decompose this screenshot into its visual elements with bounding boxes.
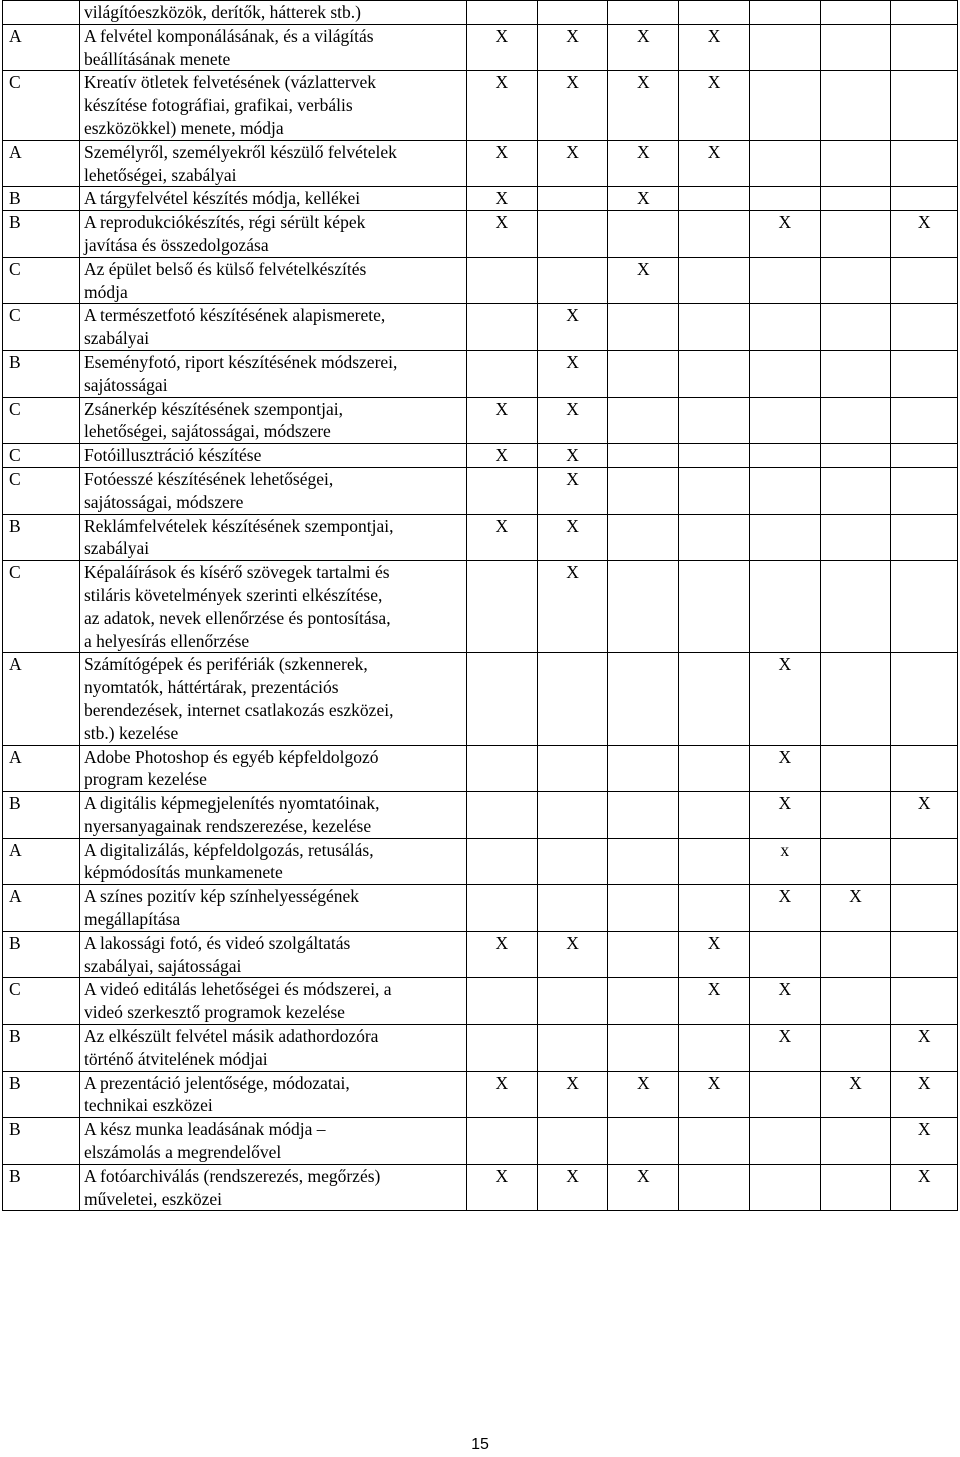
table-row [3,514,958,561]
mark-cell [749,304,820,351]
description-cell: Az épület belső és külső felvételkészítés módja [79,257,466,304]
mark-cell [820,653,891,745]
mark-cell [749,931,820,978]
mark-cell [466,1,537,25]
mark-cell [466,467,537,514]
mark-cell: X [537,467,608,514]
table-row [3,653,958,745]
mark-cell [679,792,750,839]
table-row [3,304,958,351]
mark-cell: X [608,187,679,211]
mark-cell [820,350,891,397]
table-row [3,397,958,444]
mark-cell [608,397,679,444]
level-cell: B [3,350,80,397]
mark-cell [679,444,750,468]
mark-cell: X [537,397,608,444]
competency-table [2,0,958,1211]
mark-cell [608,931,679,978]
level-cell: B [3,1164,80,1211]
description-cell: A természetfotó készítésének alapismerete, szabályai [79,304,466,351]
mark-cell [466,257,537,304]
mark-cell [891,397,958,444]
mark-cell: X [537,514,608,561]
mark-cell [820,397,891,444]
mark-cell: x [749,838,820,885]
description-cell: A digitalizálás, képfeldolgozás, retusálás, képmódosítás munkamenete [79,838,466,885]
mark-cell [749,257,820,304]
mark-cell [679,187,750,211]
mark-cell [820,140,891,187]
mark-cell [891,514,958,561]
mark-cell [749,397,820,444]
mark-cell [891,187,958,211]
table-row [3,187,958,211]
mark-cell [608,514,679,561]
level-cell: C [3,257,80,304]
mark-cell [608,350,679,397]
mark-cell [679,1118,750,1165]
mark-cell [608,838,679,885]
mark-cell: X [679,24,750,71]
mark-cell [891,561,958,653]
mark-cell [820,1164,891,1211]
mark-cell [537,885,608,932]
mark-cell [608,745,679,792]
mark-cell: X [537,24,608,71]
mark-cell: X [749,745,820,792]
mark-cell: X [749,211,820,258]
level-cell: A [3,24,80,71]
mark-cell [679,514,750,561]
mark-cell [820,467,891,514]
mark-cell [466,561,537,653]
mark-cell [537,1,608,25]
level-cell: C [3,71,80,140]
description-cell: Adobe Photoshop és egyéb képfeldolgozó program kezelése [79,745,466,792]
mark-cell [537,1118,608,1165]
mark-cell [537,745,608,792]
mark-cell [820,257,891,304]
description-cell: Az elkészült felvétel másik adathordozóra történő átvitelének módjai [79,1025,466,1072]
description-cell: A videó editálás lehetőségei és módszerei, a videó szerkesztő programok kezelése [79,978,466,1025]
description-cell: Számítógépek és perifériák (szkennerek, nyomtatók, háttértárak, prezentációs berendezések, internet csatlakozás eszközei, stb.) kezelése [79,653,466,745]
mark-cell [608,1118,679,1165]
mark-cell: X [749,1025,820,1072]
mark-cell: X [537,931,608,978]
description-cell: A felvétel komponálásának, és a világítás beállításának menete [79,24,466,71]
mark-cell [466,1118,537,1165]
level-cell: B [3,1071,80,1118]
mark-cell [608,978,679,1025]
mark-cell: X [891,1071,958,1118]
description-cell: A tárgyfelvétel készítés módja, kellékei [79,187,466,211]
mark-cell: X [466,1164,537,1211]
mark-cell: X [466,397,537,444]
mark-cell: X [466,1071,537,1118]
mark-cell [466,1025,537,1072]
mark-cell [891,304,958,351]
mark-cell [820,1118,891,1165]
mark-cell [679,1,750,25]
mark-cell: X [891,792,958,839]
mark-cell [679,653,750,745]
mark-cell: X [608,24,679,71]
mark-cell: X [679,140,750,187]
page-number: 15 [471,1436,489,1453]
mark-cell [608,561,679,653]
level-cell [3,1,80,25]
mark-cell: X [466,931,537,978]
mark-cell [679,838,750,885]
level-cell: A [3,653,80,745]
table-row [3,257,958,304]
mark-cell: X [466,140,537,187]
table-row [3,71,958,140]
mark-cell [466,885,537,932]
mark-cell [749,71,820,140]
mark-cell [608,792,679,839]
table-row [3,1025,958,1072]
mark-cell: X [466,24,537,71]
mark-cell [466,978,537,1025]
mark-cell: X [608,257,679,304]
mark-cell [891,444,958,468]
mark-cell [820,24,891,71]
mark-cell [749,1118,820,1165]
description-cell: Fotóesszé készítésének lehetőségei, sajátosságai, módszere [79,467,466,514]
mark-cell [891,838,958,885]
description-cell: Személyről, személyekről készülő felvételek lehetőségei, szabályai [79,140,466,187]
mark-cell: X [749,792,820,839]
mark-cell [820,71,891,140]
mark-cell: X [537,304,608,351]
mark-cell [749,514,820,561]
mark-cell: X [608,1071,679,1118]
table-row [3,978,958,1025]
level-cell: B [3,931,80,978]
level-cell: A [3,745,80,792]
description-cell: Képaláírások és kísérő szövegek tartalmi és stiláris követelmények szerinti elkészítése, az adatok, nevek ellenőrzése és pontosítása, a helyesírás ellenőrzése [79,561,466,653]
level-cell: C [3,561,80,653]
mark-cell [749,444,820,468]
mark-cell: X [537,561,608,653]
table-row [3,792,958,839]
table-row [3,211,958,258]
mark-cell [820,792,891,839]
mark-cell [537,257,608,304]
mark-cell [820,931,891,978]
mark-cell [679,257,750,304]
mark-cell: X [891,1164,958,1211]
level-cell: C [3,467,80,514]
table-row [3,885,958,932]
mark-cell [749,467,820,514]
mark-cell [820,978,891,1025]
level-cell: B [3,211,80,258]
mark-cell [749,1164,820,1211]
mark-cell [891,931,958,978]
mark-cell [749,24,820,71]
mark-cell: X [537,350,608,397]
mark-cell [679,1164,750,1211]
mark-cell: X [891,1025,958,1072]
level-cell: B [3,187,80,211]
mark-cell [537,792,608,839]
description-cell: A színes pozitív kép színhelyességének megállapítása [79,885,466,932]
mark-cell [679,350,750,397]
mark-cell [608,304,679,351]
mark-cell [820,1025,891,1072]
mark-cell: X [608,71,679,140]
mark-cell [537,653,608,745]
mark-cell [679,467,750,514]
table-row [3,140,958,187]
level-cell: A [3,140,80,187]
mark-cell [537,187,608,211]
mark-cell [679,211,750,258]
level-cell: A [3,885,80,932]
mark-cell: X [537,71,608,140]
table-row [3,24,958,71]
mark-cell: X [466,211,537,258]
level-cell: B [3,514,80,561]
mark-cell [891,1,958,25]
mark-cell: X [537,140,608,187]
mark-cell: X [537,1164,608,1211]
mark-cell [608,885,679,932]
mark-cell: X [891,1118,958,1165]
mark-cell [608,467,679,514]
table-row [3,1,958,25]
description-cell: A kész munka leadásának módja – elszámolás a megrendelővel [79,1118,466,1165]
description-cell: Kreatív ötletek felvetésének (vázlattervek készítése fotográfiai, grafikai, verbális eszközökkel) menete, módja [79,71,466,140]
mark-cell [466,745,537,792]
mark-cell: X [466,444,537,468]
mark-cell [749,561,820,653]
mark-cell [466,304,537,351]
description-cell: Eseményfotó, riport készítésének módszerei, sajátosságai [79,350,466,397]
description-cell: világítóeszközök, derítők, hátterek stb.) [79,1,466,25]
level-cell: A [3,838,80,885]
mark-cell [820,838,891,885]
mark-cell: X [466,71,537,140]
mark-cell [537,978,608,1025]
mark-cell [608,653,679,745]
description-cell: Zsánerkép készítésének szempontjai, lehetőségei, sajátosságai, módszere [79,397,466,444]
description-cell: A fotóarchiválás (rendszerezés, megőrzés) műveletei, eszközei [79,1164,466,1211]
mark-cell [891,467,958,514]
description-cell: A reprodukciókészítés, régi sérült képek javítása és összedolgozása [79,211,466,258]
level-cell: C [3,444,80,468]
mark-cell [891,257,958,304]
mark-cell [820,745,891,792]
mark-cell [820,514,891,561]
mark-cell [608,1025,679,1072]
mark-cell [820,304,891,351]
mark-cell [466,792,537,839]
level-cell: B [3,1118,80,1165]
level-cell: C [3,397,80,444]
mark-cell: X [466,187,537,211]
mark-cell [749,140,820,187]
mark-cell [891,140,958,187]
mark-cell: X [537,1071,608,1118]
mark-cell: X [891,211,958,258]
table-row [3,350,958,397]
mark-cell [820,561,891,653]
mark-cell [608,444,679,468]
mark-cell: X [749,653,820,745]
table-row [3,1118,958,1165]
mark-cell [608,211,679,258]
mark-cell [820,211,891,258]
mark-cell [679,745,750,792]
table-row [3,1071,958,1118]
mark-cell [679,885,750,932]
mark-cell [749,187,820,211]
mark-cell [749,1071,820,1118]
mark-cell [891,350,958,397]
mark-cell: X [749,978,820,1025]
mark-cell: X [608,1164,679,1211]
mark-cell [749,350,820,397]
mark-cell [891,978,958,1025]
level-cell: B [3,792,80,839]
mark-cell [466,838,537,885]
mark-cell: X [679,931,750,978]
mark-cell [820,444,891,468]
description-cell: A lakossági fotó, és videó szolgáltatás szabályai, sajátosságai [79,931,466,978]
table-row [3,745,958,792]
mark-cell [679,397,750,444]
mark-cell [608,1,679,25]
description-cell: Fotóillusztráció készítése [79,444,466,468]
mark-cell: X [679,71,750,140]
mark-cell [891,885,958,932]
table-body [3,1,958,1211]
table-row [3,838,958,885]
mark-cell [891,24,958,71]
table-row [3,467,958,514]
table-row [3,931,958,978]
level-cell: B [3,1025,80,1072]
mark-cell: X [537,444,608,468]
mark-cell [679,304,750,351]
mark-cell [679,561,750,653]
level-cell: C [3,304,80,351]
mark-cell [891,745,958,792]
mark-cell [537,1025,608,1072]
mark-cell: X [820,885,891,932]
mark-cell [820,1,891,25]
mark-cell: X [466,514,537,561]
mark-cell [891,71,958,140]
description-cell: A digitális képmegjelenítés nyomtatóinak, nyersanyagainak rendszerezése, kezelése [79,792,466,839]
level-cell: C [3,978,80,1025]
table-row [3,561,958,653]
description-cell: A prezentáció jelentősége, módozatai, technikai eszközei [79,1071,466,1118]
mark-cell: X [749,885,820,932]
table-row [3,1164,958,1211]
mark-cell [820,187,891,211]
mark-cell [891,653,958,745]
mark-cell [537,838,608,885]
mark-cell [466,350,537,397]
mark-cell: X [608,140,679,187]
mark-cell: X [679,1071,750,1118]
mark-cell [466,653,537,745]
mark-cell [679,1025,750,1072]
mark-cell [749,1,820,25]
mark-cell: X [820,1071,891,1118]
description-cell: Reklámfelvételek készítésének szempontjai, szabályai [79,514,466,561]
mark-cell: X [679,978,750,1025]
table-row [3,444,958,468]
mark-cell [537,211,608,258]
